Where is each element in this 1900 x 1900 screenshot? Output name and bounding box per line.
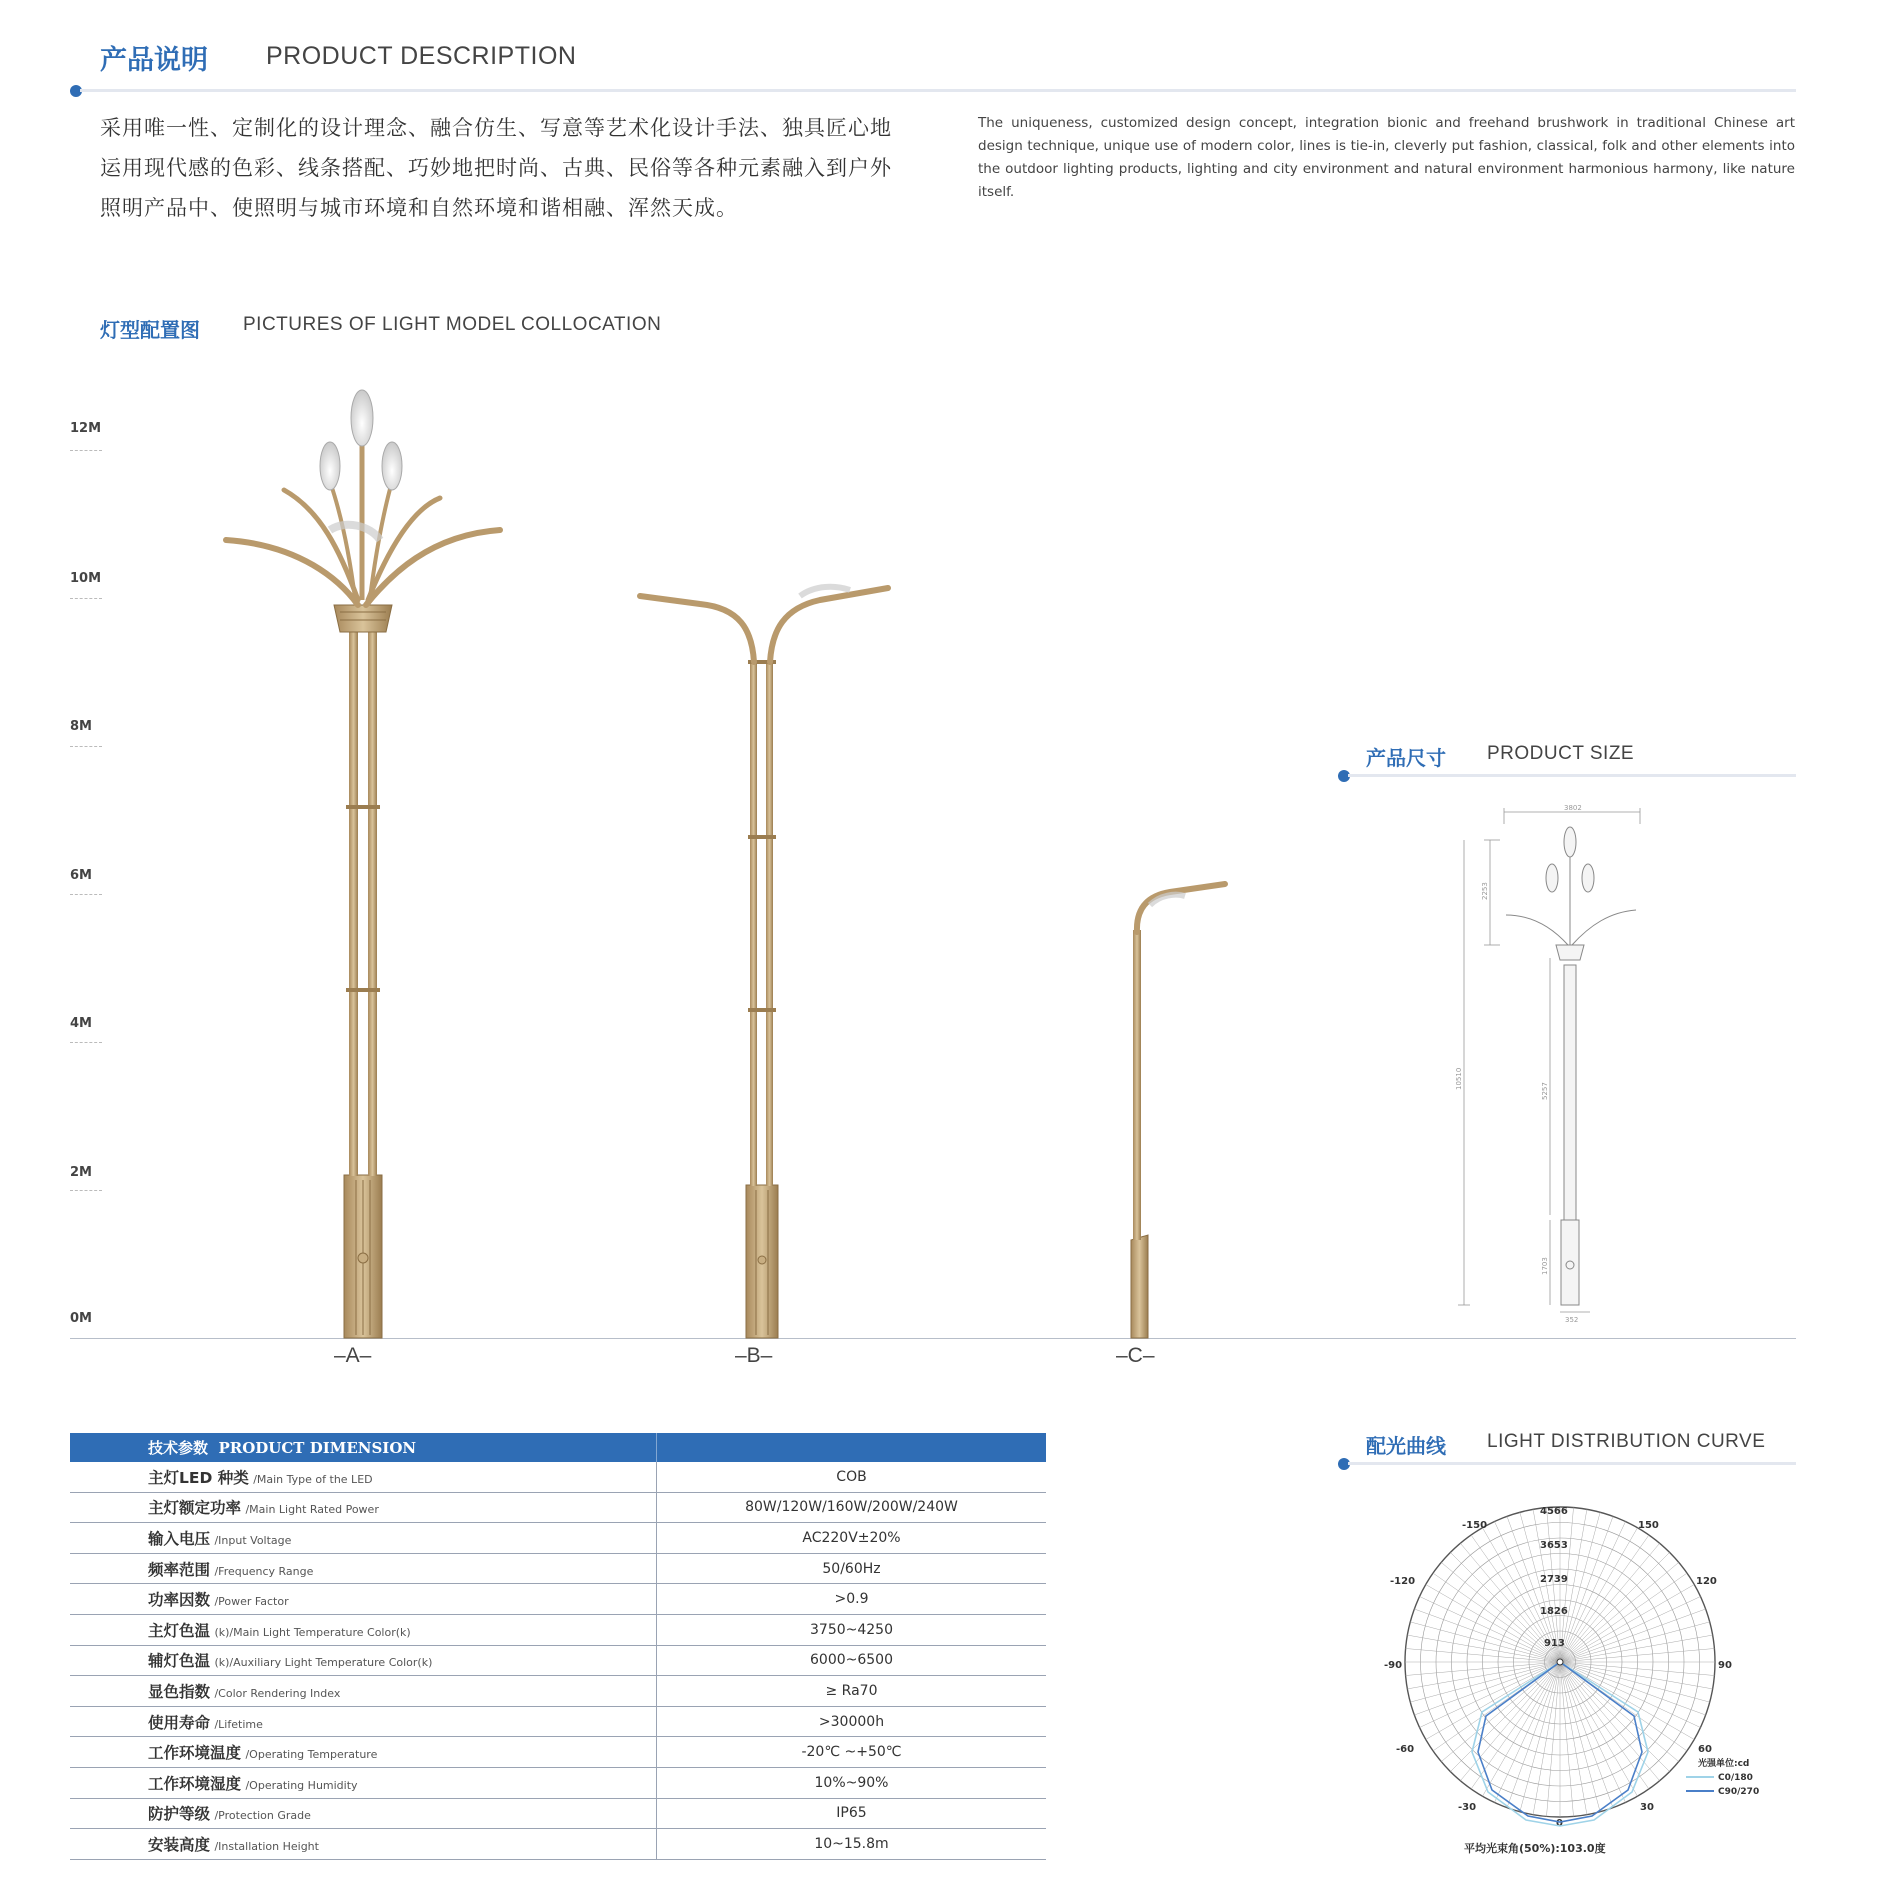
table-row: 安装高度 /Installation Height 10~15.8m [70, 1829, 1046, 1860]
section-rule [1348, 1462, 1796, 1465]
table-row: 显色指数 /Color Rendering Index ≥ Ra70 [70, 1676, 1046, 1707]
table-row: 频率范围 /Frequency Range 50/60Hz [70, 1553, 1046, 1584]
angle-label-90: 90 [1718, 1660, 1732, 1671]
polar-spoke [1560, 1662, 1710, 1702]
legend-c0-label: C0/180 [1718, 1773, 1753, 1783]
legend-c90-label: C90/270 [1718, 1787, 1760, 1797]
table-row: 主灯LED 种类 /Main Type of the LED COB [70, 1462, 1046, 1492]
height-label-6m: 6M [70, 868, 92, 883]
dim-top-width: 3802 [1564, 804, 1582, 812]
height-label-4m: 4M [70, 1016, 92, 1031]
angle-label-n150: -150 [1462, 1520, 1488, 1531]
angle-label-60: 60 [1698, 1744, 1712, 1755]
height-label-10m: 10M [70, 571, 102, 586]
description-text-cn: 采用唯一性、定制化的设计理念、融合仿生、写意等艺术化设计手法、独具匠心地 运用现代感的色彩、线条搭配、巧妙地把时尚、古典、民俗等各种元素融入到户外 照明产品中、使照明与城市环境和自然环境和谐相融、浑然天成。 [100, 116, 892, 220]
angle-label-150: 150 [1638, 1520, 1659, 1531]
radial-label-3: 2739 [1540, 1574, 1568, 1585]
distribution-title-cn: 配光曲线 [1366, 1434, 1446, 1458]
spec-table [70, 1433, 1046, 1860]
description-title-cn: 产品说明 [100, 45, 208, 76]
collocation-title-cn: 灯型配置图 [100, 318, 200, 342]
legend-unit: 光强单位:cd [1698, 1759, 1750, 1769]
radial-label-5: 913 [1544, 1638, 1565, 1649]
polar-spoke [1410, 1622, 1560, 1662]
height-label-8m: 8M [70, 719, 92, 734]
spec-table-header [70, 1433, 1046, 1462]
table-row: 工作环境湿度 /Operating Humidity 10%~90% [70, 1767, 1046, 1798]
model-label-c: –C– [1116, 1344, 1155, 1367]
size-title-cn: 产品尺寸 [1366, 746, 1446, 770]
height-label-2m: 2M [70, 1165, 92, 1180]
model-label-b: –B– [735, 1344, 773, 1367]
angle-label-n30: -30 [1458, 1802, 1477, 1813]
polar-chart [1360, 1490, 1760, 1870]
spec-header-en: PRODUCT DIMENSION [218, 1439, 417, 1457]
polar-spoke [1560, 1512, 1600, 1662]
dim-crown: 2253 [1481, 882, 1489, 900]
table-row: 输入电压 /Input Voltage AC220V±20% [70, 1523, 1046, 1554]
size-drawing [1440, 800, 1680, 1330]
lamp-c [1131, 884, 1225, 1338]
angle-label-n90: -90 [1384, 1660, 1403, 1671]
angle-label-n120: -120 [1390, 1576, 1416, 1587]
radial-label-4: 1826 [1540, 1606, 1568, 1617]
radial-label-1: 4566 [1540, 1506, 1568, 1517]
table-row: 主灯额定功率 /Main Light Rated Power 80W/120W/160W/200W/240W [70, 1492, 1046, 1523]
table-row: 防护等级 /Protection Grade IP65 [70, 1798, 1046, 1829]
table-row: 使用寿命 /Lifetime >30000h [70, 1706, 1046, 1737]
dim-base-width: 352 [1565, 1316, 1579, 1324]
lamp-b [640, 587, 888, 1338]
height-label-12m: 12M [70, 421, 102, 436]
table-row: 主灯色温 (k)/Main Light Temperature Color(k) 3750~4250 [70, 1614, 1046, 1645]
dim-base: 1703 [1541, 1257, 1549, 1275]
table-row: 工作环境温度 /Operating Temperature -20℃ ~+50℃ [70, 1737, 1046, 1768]
height-label-0m: 0M [70, 1311, 92, 1326]
model-label-a: –A– [334, 1344, 372, 1367]
beam-angle: 平均光束角(50%):103.0度 [1464, 1842, 1606, 1855]
angle-label-120: 120 [1696, 1576, 1717, 1587]
description-title-en: PRODUCT DESCRIPTION [266, 42, 577, 70]
section-rule [1348, 774, 1796, 777]
angle-label-n60: -60 [1396, 1744, 1415, 1755]
spec-header-cn: 技术参数 [148, 1439, 209, 1457]
radial-label-2: 3653 [1540, 1540, 1568, 1551]
size-title-en: PRODUCT SIZE [1487, 743, 1635, 764]
polar-spoke [1560, 1622, 1710, 1662]
angle-label-30: 30 [1640, 1802, 1654, 1813]
angle-label-0: 0 [1556, 1818, 1563, 1829]
description-text-en: The uniqueness, customized design concept, integration bionic and freehand brushwork in traditional Chinese art design technique, unique use of modern color, lines is tie-in, cleverly put fashion, classical, folk and other elements into the outdoor lighting products, lighting and city environment and natural environment harmonious harmony, like nature itself. [978, 115, 1795, 200]
lamp-a [226, 390, 500, 1338]
polar-spoke [1410, 1662, 1560, 1702]
dim-total: 10510 [1455, 1067, 1463, 1090]
collocation-title-en: PICTURES OF LIGHT MODEL COLLOCATION [243, 314, 662, 335]
table-row: 功率因数 /Power Factor >0.9 [70, 1584, 1046, 1615]
table-row: 辅灯色温 (k)/Auxiliary Light Temperature Color(k) 6000~6500 [70, 1645, 1046, 1676]
dim-shaft: 5257 [1541, 1082, 1549, 1100]
distribution-title-en: LIGHT DISTRIBUTION CURVE [1487, 1431, 1766, 1452]
